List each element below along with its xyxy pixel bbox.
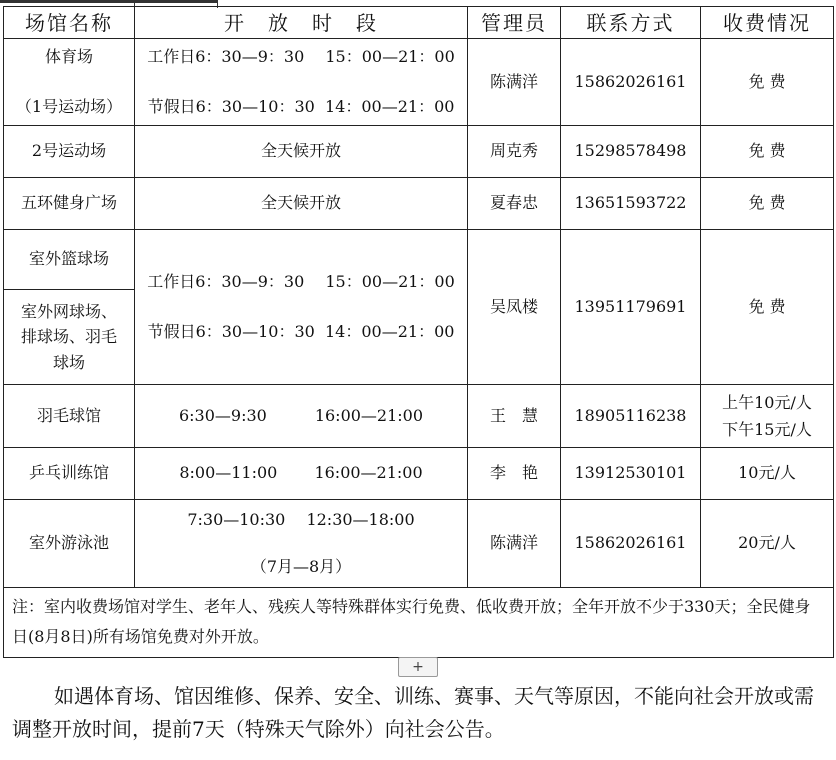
venue-name: 体育场 [44, 47, 93, 66]
venue-cell: 2号运动场 [4, 126, 135, 178]
header-fee: 收费情况 [701, 7, 834, 39]
table-row [4, 385, 834, 448]
hours-cell [135, 230, 468, 385]
header-hours: 开 放 时 段 [135, 7, 468, 39]
hours-holiday: 节假日6：30—10：30 14：00—21：00 [147, 321, 455, 341]
manager-cell: 吴凤楼 [468, 230, 561, 385]
fee-cell [701, 385, 834, 448]
hours-cell [135, 500, 468, 588]
phone-cell: 15298578498 [561, 126, 701, 178]
phone-cell: 13912530101 [561, 448, 701, 500]
table-row [4, 448, 834, 500]
venue-cell [4, 39, 135, 126]
add-row-button[interactable]: + [398, 657, 438, 677]
hours-time: 7:30—10:30 12:30—18:00 [187, 509, 415, 529]
hours-cell: 全天候开放 [135, 178, 468, 230]
phone-cell: 18905116238 [561, 385, 701, 448]
venue-line: 室外网球场、 [20, 301, 117, 321]
header-manager: 管理员 [468, 7, 561, 39]
manager-cell: 陈满洋 [468, 500, 561, 588]
phone-cell: 13951179691 [561, 230, 701, 385]
hours-cell: 8:00—11:00 16:00—21:00 [135, 448, 468, 500]
venue-cell: 五环健身广场 [4, 178, 135, 230]
fee-cell: 免 费 [701, 39, 834, 126]
hours-weekday: 工作日6：30—9：30 15：00—21：00 [147, 272, 455, 291]
venue-cell: 乒乓训练馆 [4, 448, 135, 500]
header-venue: 场馆名称 [4, 7, 135, 39]
phone-cell: 15862026161 [561, 500, 701, 588]
fee-cell: 免 费 [701, 230, 834, 385]
hours-weekday: 工作日6：30—9：30 15：00—21：00 [147, 47, 455, 66]
venue-subname: （1号运动场） [15, 96, 123, 116]
venue-line: 球场 [52, 352, 85, 372]
manager-cell: 夏春忠 [468, 178, 561, 230]
fee-afternoon: 下午15元/人 [722, 420, 812, 439]
hours-cell [135, 39, 468, 126]
fee-cell: 20元/人 [701, 500, 834, 588]
table-row [4, 126, 834, 178]
manager-cell: 王 慧 [468, 385, 561, 448]
top-rule [0, 0, 218, 3]
hours-season: （7月—8月） [250, 557, 352, 577]
fee-cell: 免 费 [701, 126, 834, 178]
manager-cell: 陈满洋 [468, 39, 561, 126]
manager-cell: 周克秀 [468, 126, 561, 178]
hours-cell: 6:30—9:30 16:00—21:00 [135, 385, 468, 448]
manager-cell: 李 艳 [468, 448, 561, 500]
hours-cell: 全天候开放 [135, 126, 468, 178]
venue-schedule-table [3, 6, 834, 658]
fee-cell: 10元/人 [701, 448, 834, 500]
table-row [4, 500, 834, 588]
fee-cell: 免 费 [701, 178, 834, 230]
venue-line: 排球场、羽毛 [20, 327, 117, 347]
note-row [4, 588, 834, 658]
table-row [4, 178, 834, 230]
table-row [4, 230, 834, 290]
table-note: 注：室内收费场馆对学生、老年人、残疾人等特殊群体实行免费、低收费开放；全年开放不少于330天；全民健身日(8月8日)所有场馆免费对外开放。 [4, 588, 834, 658]
header-row [4, 7, 834, 39]
table-row [4, 39, 834, 126]
notice-paragraph: 如遇体育场、馆因维修、保养、安全、训练、赛事、天气等原因，不能向社会开放或需调整开放时间，提前7天（特殊天气除外）向社会公告。 [12, 684, 814, 741]
fee-morning: 上午10元/人 [722, 392, 812, 412]
venue-cell: 室外游泳池 [4, 500, 135, 588]
phone-cell: 13651593722 [561, 178, 701, 230]
hours-holiday: 节假日6：30—10：30 14：00—21：00 [147, 96, 455, 116]
header-contact: 联系方式 [561, 7, 701, 39]
phone-cell: 15862026161 [561, 39, 701, 126]
venue-cell: 羽毛球馆 [4, 385, 135, 448]
venue-cell [4, 290, 135, 385]
venue-cell: 室外篮球场 [4, 230, 135, 290]
